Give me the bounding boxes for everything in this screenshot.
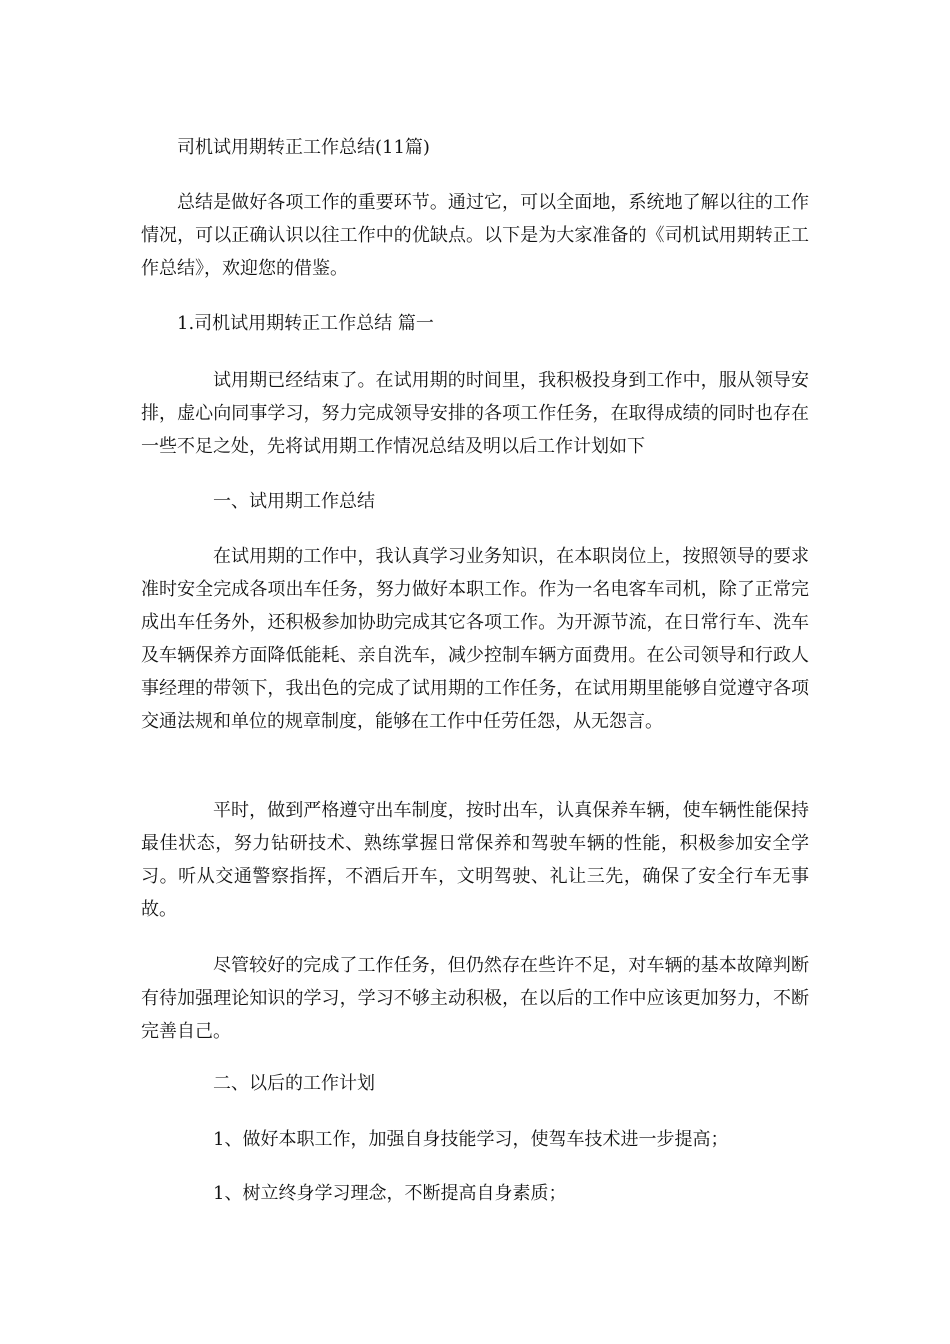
subheading-plan: 二、以后的工作计划: [213, 1073, 375, 1094]
plan-item-1: 1、做好本职工作，加强自身技能学习，使驾车技术进一步提高；: [213, 1129, 729, 1150]
document-title: 司机试用期转正工作总结(11篇): [177, 137, 430, 158]
paragraph-3: 平时，做到严格遵守出车制度，按时出车，认真保养车辆，使车辆性能保持最佳状态，努力钻研技术、熟练掌握日常保养和驾驶车辆的性能，积极参加安全学习。听从交通警察指挥，不酒后开车，文明驾驶、礼让三先，确保了安全行车无事故。: [141, 800, 809, 920]
subheading-summary: 一、试用期工作总结: [213, 491, 375, 512]
paragraph-1: 试用期已经结束了。在试用期的时间里，我积极投身到工作中，服从领导安排，虚心向同事学习，努力完成领导安排的各项工作任务，在取得成绩的同时也存在一些不足之处，先将试用期工作情况总结及明以后工作计划如下: [141, 370, 809, 457]
section-heading-1: 1.司机试用期转正工作总结 篇一: [177, 313, 434, 334]
paragraph-4: 尽管较好的完成了工作任务，但仍然存在些许不足，对车辆的基本故障判断有待加强理论知识的学习，学习不够主动积极，在以后的工作中应该更加努力，不断完善自己。: [141, 955, 809, 1042]
intro-paragraph: 总结是做好各项工作的重要环节。通过它，可以全面地，系统地了解以往的工作情况，可以正确认识以往工作中的优缺点。以下是为大家准备的《司机试用期转正工作总结》，欢迎您的借鉴。: [141, 192, 809, 279]
paragraph-2: 在试用期的工作中，我认真学习业务知识，在本职岗位上，按照领导的要求准时安全完成各项出车任务，努力做好本职工作。作为一名电客车司机，除了正常完成出车任务外，还积极参加协助完成其它各项工作。为开源节流，在日常行车、洗车及车辆保养方面降低能耗、亲自洗车，减少控制车辆方面费用。在公司领导和行政人事经理的带领下，我出色的完成了试用期的工作任务，在试用期里能够自觉遵守各项交通法规和单位的规章制度，能够在工作中任劳任怨，从无怨言。: [141, 546, 809, 732]
plan-item-2: 1、树立终身学习理念，不断提高自身素质；: [213, 1183, 567, 1204]
